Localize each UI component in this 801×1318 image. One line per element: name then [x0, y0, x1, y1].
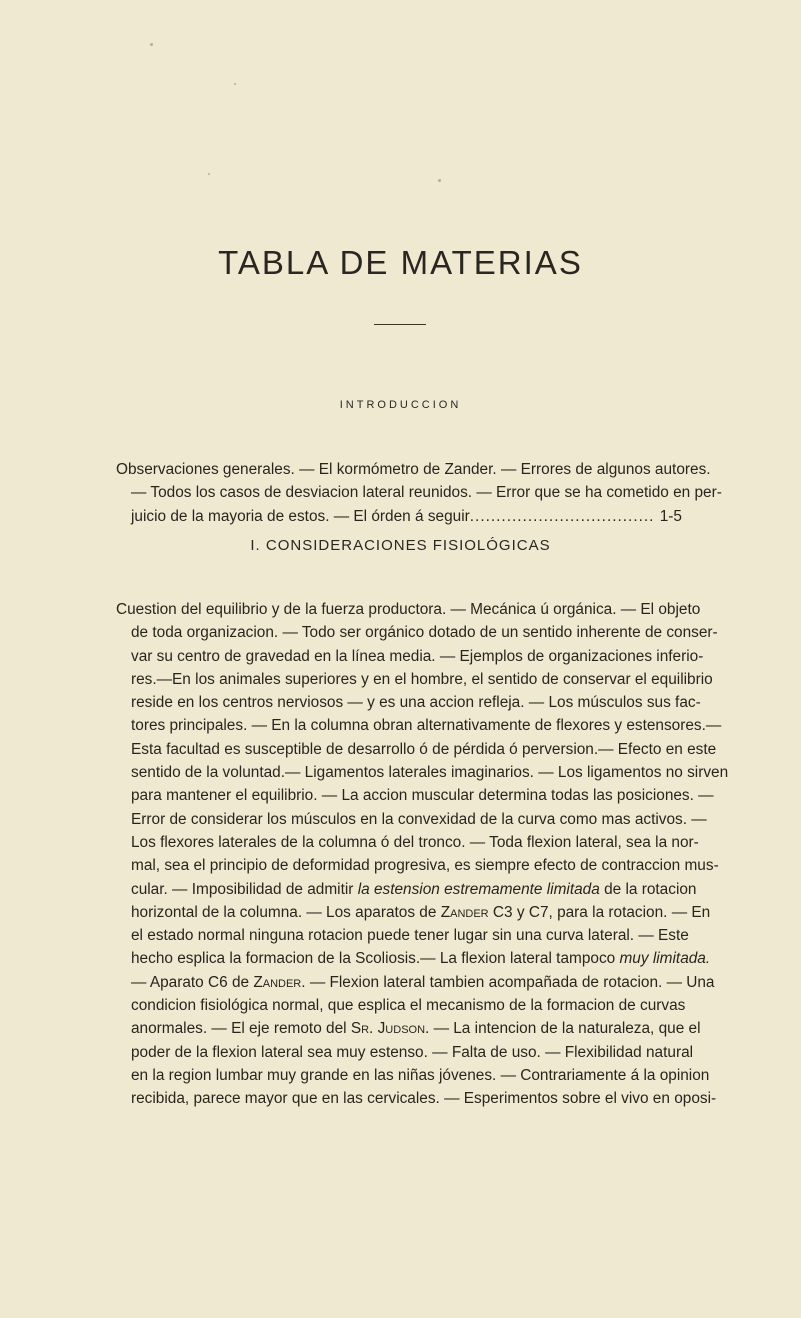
toc-entry-introduccion: [116, 458, 722, 528]
toc-line: recibida, parece mayor que en las cervicales. — Esperimentos sobre el vivo en oposi-: [131, 1090, 717, 1108]
toc-line: tores principales. — En la columna obran alternativamente de flexores y estensores.—: [131, 717, 722, 735]
paper-speck: [150, 43, 153, 46]
toc-line: Observaciones generales. — El kormómetro de Zander. — Errores de algunos autores.: [116, 461, 711, 478]
toc-line-with-pages: [116, 505, 682, 528]
paper-speck: [438, 179, 441, 182]
text-run: hecho esplica la formacion de la Scoliosis.— La flexion lateral tampoco: [131, 950, 620, 968]
smallcaps-run: Sr. Judson: [350, 1020, 426, 1038]
toc-line: [116, 947, 711, 970]
text-run: anormales. — El eje remoto del: [131, 1020, 351, 1038]
italic-run: muy limitada.: [619, 950, 711, 968]
paper-speck: [234, 83, 236, 85]
toc-line: res.—En los animales superiores y en el hombre, el sentido de conservar el equilibrio: [131, 670, 713, 688]
toc-line: poder de la flexion lateral sea muy estenso. — Falta de uso. — Flexibilidad natural: [131, 1043, 694, 1061]
toc-line: [116, 901, 711, 924]
toc-line: para mantener el equilibrio. — La accion muscular determina todas las posiciones. —: [131, 787, 714, 805]
toc-entry-consideraciones: [116, 598, 729, 1111]
paper-speck: [208, 173, 210, 175]
dot-leader: [470, 505, 654, 528]
toc-line: [116, 1017, 701, 1040]
text-run: C3 y C7, para la rotacion. — En: [488, 903, 711, 921]
toc-line: Los flexores laterales de la columna ó del tronco. — Toda flexion lateral, sea la nor-: [131, 833, 699, 851]
toc-line: el estado normal ninguna rotacion puede tener lugar sin una curva lateral. — Este: [131, 927, 689, 945]
toc-line: Error de considerar los músculos en la convexidad de la curva como mas activos. —: [131, 810, 707, 828]
text-run: de la rotacion: [599, 880, 697, 898]
toc-line: [116, 971, 715, 994]
toc-line: Esta facultad es susceptible de desarrollo ó de pérdida ó perversion.— Efecto en este: [131, 740, 717, 758]
section-heading-consideraciones: I. CONSIDERACIONES FISIOLÓGICAS: [250, 537, 551, 554]
page-range: 1-5: [659, 507, 682, 525]
text-run: . — Flexion lateral tambien acompañada de rotacion. — Una: [301, 973, 715, 991]
toc-line: Cuestion del equilibrio y de la fuerza productora. — Mecánica ú orgánica. — El objeto: [116, 601, 701, 618]
page-title: TABLA DE MATERIAS: [218, 244, 583, 281]
toc-line: [116, 878, 697, 901]
toc-line: mal, sea el principio de deformidad progresiva, es siempre efecto de contraccion mus-: [131, 857, 719, 875]
toc-line: juicio de la mayoria de estos. — El órden á seguir: [131, 507, 470, 525]
toc-line: var su centro de gravedad en la línea media. — Ejemplos de organizaciones inferio-: [131, 647, 704, 665]
toc-line: sentido de la voluntad.— Ligamentos laterales imaginarios. — Los ligamentos no sirven: [131, 764, 729, 782]
smallcaps-run: Zander: [440, 903, 489, 921]
toc-line: — Todos los casos de desviacion lateral reunidos. — Error que se ha cometido en per-: [131, 484, 722, 502]
toc-line: de toda organizacion. — Todo ser orgánico dotado de un sentido inherente de conser-: [131, 624, 718, 642]
text-run: . — La intencion de la naturaleza, que el: [425, 1020, 701, 1038]
toc-line: en la region lumbar muy grande en las niñas jóvenes. — Contrariamente á la opinion: [131, 1066, 710, 1084]
text-run: horizontal de la columna. — Los aparatos de: [131, 903, 441, 921]
title-rule: [374, 324, 426, 325]
toc-line: condicion fisiológica normal, que esplica el mecanismo de la formacion de curvas: [131, 997, 686, 1015]
smallcaps-run: Zander: [253, 973, 302, 991]
toc-line: reside en los centros nerviosos — y es una accion refleja. — Los músculos sus fac-: [131, 694, 701, 712]
section-heading-introduccion: INTRODUCCION: [339, 399, 462, 411]
text-run: cular. — Imposibilidad de admitir: [131, 880, 358, 898]
italic-run: la estension estremamente limitada: [357, 880, 600, 898]
text-run: — Aparato C6 de: [131, 973, 254, 991]
